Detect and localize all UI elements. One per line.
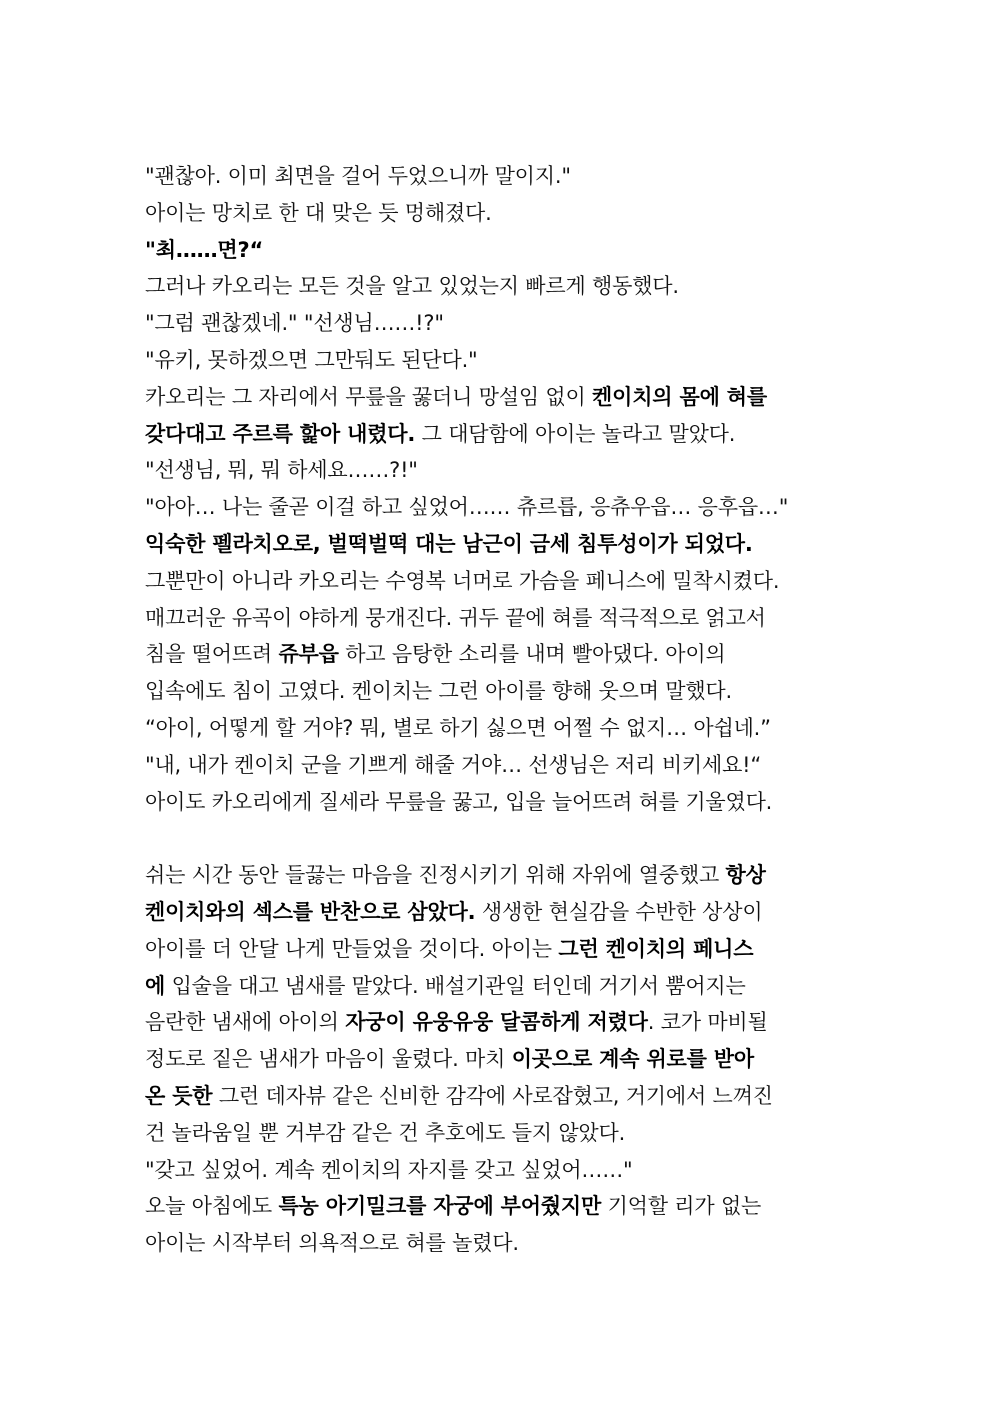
text-line xyxy=(145,600,865,637)
text-line xyxy=(145,784,865,821)
text-run: 정도로 짙은 냄새가 마음이 울렸다. 마치 xyxy=(145,1047,512,1072)
body-text xyxy=(145,158,865,1262)
text-run: 아이를 더 안달 나게 만들었을 것이다. 아이는 xyxy=(145,936,559,961)
text-line xyxy=(145,1078,865,1115)
text-line xyxy=(145,1152,865,1189)
text-run: "괜찮아. 이미 최면을 걸어 두었으니까 말이지." xyxy=(145,164,571,188)
text-run: "그럼 괜찮겠네." "선생님……!?" xyxy=(145,311,444,336)
bold-text-run: 쥬부읍 xyxy=(278,642,339,667)
text-run: 그런 데자뷰 같은 신비한 감각에 사로잡혔고, 거기에서 느껴진 xyxy=(212,1083,773,1108)
text-run: 음란한 냄새에 아이의 xyxy=(145,1010,346,1035)
text-line xyxy=(145,195,865,232)
text-run: "갖고 싶었어. 계속 켄이치의 자지를 갖고 싶었어……" xyxy=(145,1157,633,1182)
text-line xyxy=(145,452,865,489)
text-line xyxy=(145,526,865,563)
bold-text-run: 온 듯한 xyxy=(145,1083,213,1108)
text-run: 쉬는 시간 동안 들끓는 마음을 진정시키기 위해 자위에 열중했고 xyxy=(145,863,726,888)
text-run: 침을 떨어뜨려 xyxy=(145,642,279,667)
bold-text-run: 자궁이 유웅유웅 달콤하게 저렸다 xyxy=(345,1010,648,1035)
text-line xyxy=(145,305,865,342)
bold-text-run: 에 xyxy=(145,973,166,998)
text-run: 오늘 아침에도 xyxy=(145,1194,279,1219)
text-run: "내, 내가 켄이치 군을 기쁘게 해줄 거야… 선생님은 저리 비키세요!“ xyxy=(145,752,762,777)
text-run: "아아… 나는 줄곧 이걸 하고 싶었어…… 츄르릅, 응츄우읍… 응후읍…" xyxy=(145,495,789,520)
text-line xyxy=(145,1115,865,1152)
bold-text-run: 켄이치의 몸에 혀를 xyxy=(592,384,767,409)
text-line xyxy=(145,379,865,416)
text-line xyxy=(145,1225,865,1262)
text-run: 아이는 시작부터 의욕적으로 혀를 놀렸다. xyxy=(145,1231,519,1256)
text-run: 생생한 현실감을 수반한 상상이 xyxy=(475,899,763,924)
text-run: 그 대담함에 아이는 놀라고 말았다. xyxy=(415,421,736,446)
text-line xyxy=(145,1041,865,1078)
text-line xyxy=(145,563,865,600)
text-run: 아이는 망치로 한 대 맞은 듯 멍해졌다. xyxy=(145,200,492,225)
text-line xyxy=(145,710,865,747)
bold-text-run: 항상 xyxy=(725,863,766,888)
text-line xyxy=(145,673,865,710)
text-run: “아이, 어떻게 할 거야? 뭐, 별로 하기 싫으면 어쩔 수 없지… 아쉽네.” xyxy=(145,715,771,740)
text-run: 그뿐만이 아니라 카오리는 수영복 너머로 가슴을 페니스에 밀착시켰다. xyxy=(145,568,780,593)
text-run: 입속에도 침이 고였다. 켄이치는 그런 아이를 향해 웃으며 말했다. xyxy=(145,679,732,704)
bold-text-run: 갖다대고 주르륵 핥아 내렸다. xyxy=(145,421,416,446)
text-line xyxy=(145,636,865,673)
bold-text-run: "최……면?“ xyxy=(145,237,264,262)
text-run: 입술을 대고 냄새를 맡았다. 배설기관일 터인데 거기서 뿜어지는 xyxy=(165,973,746,998)
bold-text-run: 특농 아기밀크를 자궁에 부어줬지만 xyxy=(278,1194,602,1219)
text-line xyxy=(145,1004,865,1041)
bold-text-run: 익숙한 펠라치오로, 벌떡벌떡 대는 남근이 금세 침투성이가 되었다. xyxy=(145,531,753,556)
text-run: 매끄러운 유곡이 야하게 뭉개진다. 귀두 끝에 혀를 적극적으로 얽고서 xyxy=(145,605,766,630)
text-run: 카오리는 그 자리에서 무릎을 꿇더니 망설임 없이 xyxy=(145,384,593,409)
text-line xyxy=(145,747,865,784)
text-run: "유키, 못하겠으면 그만둬도 된단다." xyxy=(145,347,478,372)
text-run: 하고 음탕한 소리를 내며 빨아댔다. 아이의 xyxy=(338,642,726,667)
text-line xyxy=(145,232,865,269)
text-line xyxy=(145,857,865,894)
text-run: 아이도 카오리에게 질세라 무릎을 꿇고, 입을 늘어뜨려 혀를 기울였다. xyxy=(145,789,773,814)
text-line xyxy=(145,416,865,453)
bold-text-run: 켄이치와의 섹스를 반찬으로 삼았다. xyxy=(145,899,476,924)
text-run: 건 놀라움일 뿐 거부감 같은 건 추호에도 들지 않았다. xyxy=(145,1120,626,1145)
text-run: "선생님, 뭐, 뭐 하세요……?!" xyxy=(145,458,418,483)
paragraph-break xyxy=(145,820,865,857)
bold-text-run: 그런 켄이치의 페니스 xyxy=(558,936,754,961)
text-line xyxy=(145,489,865,526)
text-line xyxy=(145,158,865,195)
text-line xyxy=(145,342,865,379)
text-line xyxy=(145,894,865,931)
text-line xyxy=(145,268,865,305)
text-line xyxy=(145,968,865,1005)
text-run: 그러나 카오리는 모든 것을 알고 있었는지 빠르게 행동했다. xyxy=(145,274,679,299)
bold-text-run: 이곳으로 계속 위로를 받아 xyxy=(511,1047,754,1072)
text-line xyxy=(145,1188,865,1225)
text-run: . 코가 마비될 xyxy=(647,1010,768,1035)
text-run: 기억할 리가 없는 xyxy=(601,1194,762,1219)
text-line xyxy=(145,931,865,968)
